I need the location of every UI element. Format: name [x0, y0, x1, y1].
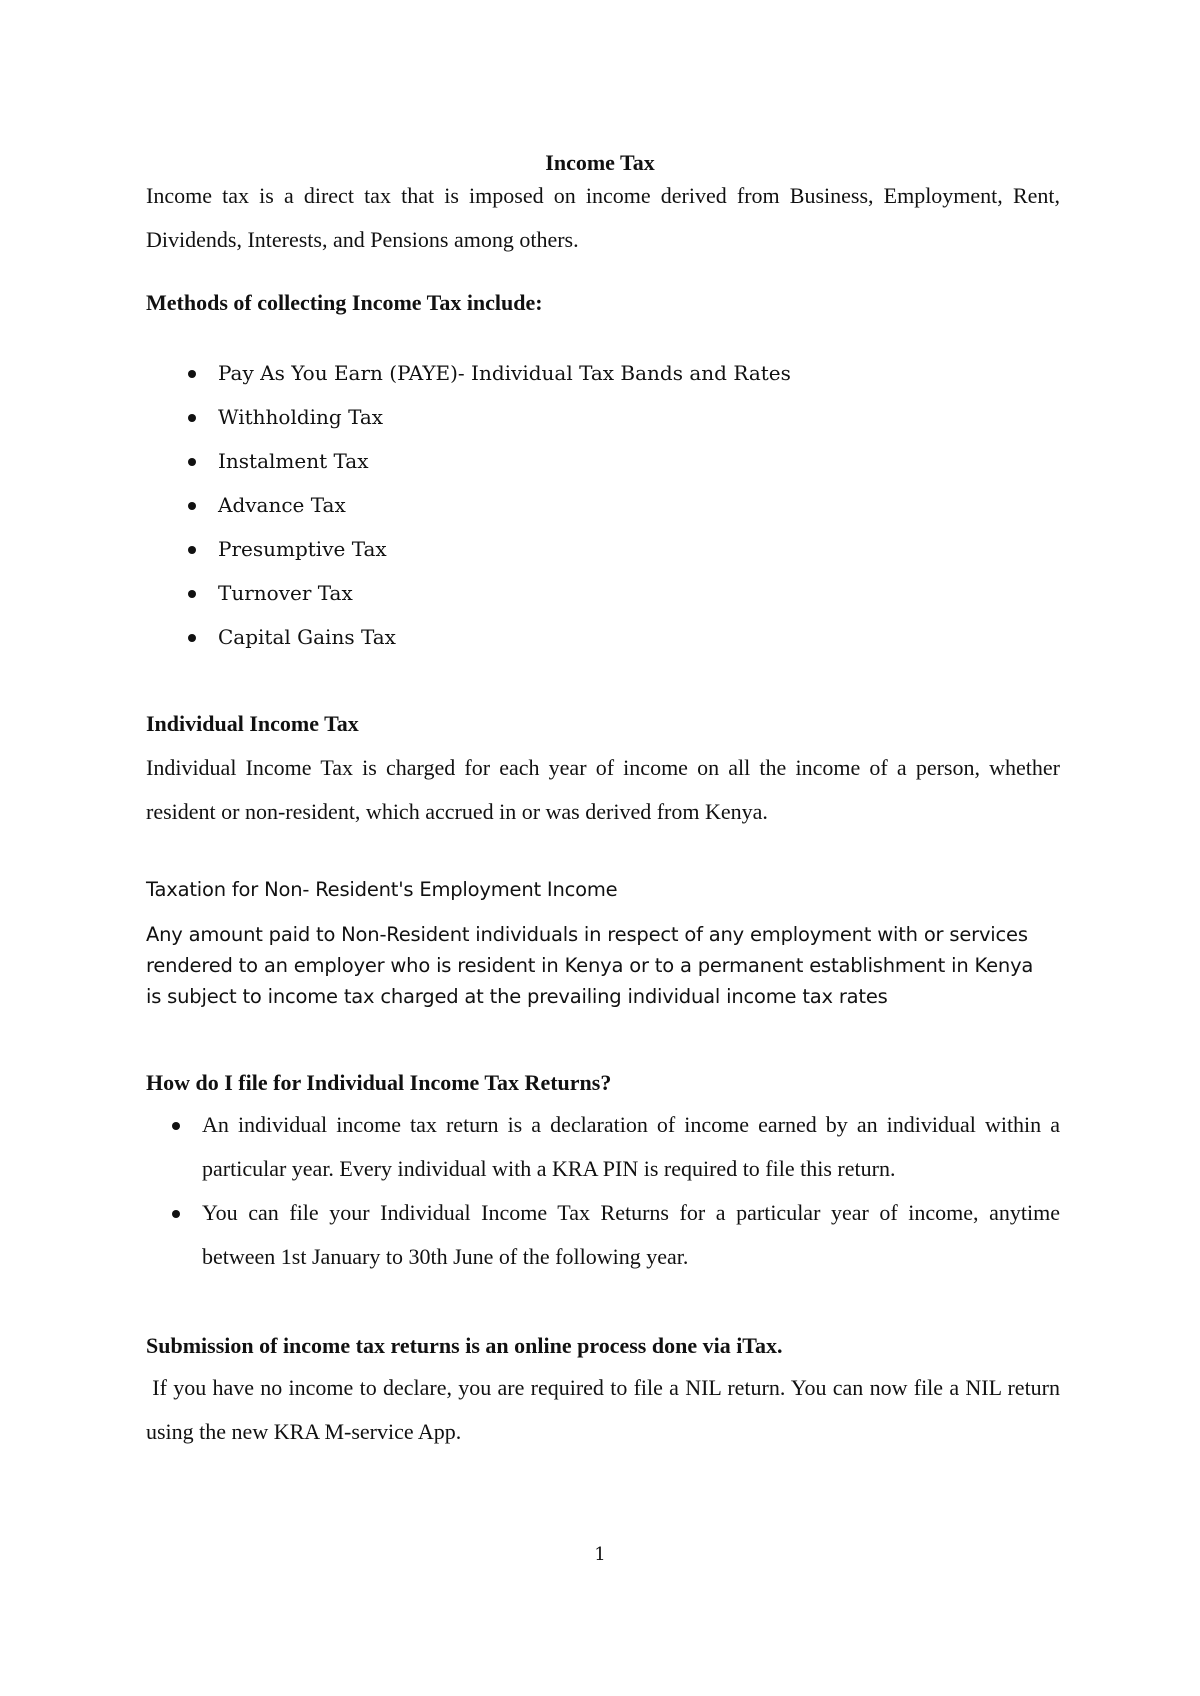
bullet-icon — [188, 458, 196, 466]
list-item: Instalment Tax — [146, 439, 791, 483]
non-resident-line: rendered to an employer who is resident in Kenya or to a permanent establishment in Kenya — [146, 954, 1034, 977]
methods-heading: Methods of collecting Income Tax include: — [146, 290, 543, 315]
non-resident-line: Any amount paid to Non-Resident individuals in respect of any employment with or services — [146, 923, 1028, 946]
individual-heading: Individual Income Tax — [146, 711, 359, 736]
bullet-icon — [172, 1122, 180, 1130]
bullet-icon — [188, 502, 196, 510]
methods-list — [146, 351, 791, 659]
page-number: 1 — [594, 1544, 606, 1565]
page-title: Income Tax — [545, 150, 655, 175]
list-item: Withholding Tax — [146, 395, 791, 439]
list-item: Pay As You Earn (PAYE)- Individual Tax Bands and Rates — [146, 351, 791, 395]
submission-heading: Submission of income tax returns is an online process done via iTax. — [146, 1333, 783, 1358]
filing-heading: How do I file for Individual Income Tax Returns? — [146, 1070, 612, 1095]
list-item: Presumptive Tax — [146, 527, 791, 571]
submission-paragraph: If you have no income to declare, you are required to file a NIL return. You can now file a NIL return using the new KRA M-service App. — [146, 1375, 1066, 1444]
bullet-icon — [188, 414, 196, 422]
list-item: An individual income tax return is a declaration of income earned by an individual within a particular year. Every individual with a KRA PIN is required to file this return. — [146, 1103, 1060, 1191]
intro-paragraph: Income tax is a direct tax that is imposed on income derived from Business, Employment, Rent, Dividends, Interests, and Pensions among others. — [146, 183, 1060, 252]
list-item: You can file your Individual Income Tax Returns for a particular year of income, anytime between 1st January to 30th June of the following year. — [146, 1191, 1060, 1279]
non-resident-heading: Taxation for Non- Resident's Employment Income — [146, 878, 618, 901]
bullet-icon — [188, 590, 196, 598]
bullet-icon — [188, 546, 196, 554]
bullet-icon — [188, 634, 196, 642]
individual-paragraph: Individual Income Tax is charged for each year of income on all the income of a person, whether resident or non-resident, which accrued in or was derived from Kenya. — [146, 755, 1060, 824]
non-resident-line: is subject to income tax charged at the prevailing individual income tax rates — [146, 985, 888, 1008]
list-item: Capital Gains Tax — [146, 615, 791, 659]
bullet-icon — [188, 370, 196, 378]
list-item: Advance Tax — [146, 483, 791, 527]
non-resident-paragraph — [146, 919, 1086, 1012]
filing-list — [146, 1103, 1060, 1279]
list-item: Turnover Tax — [146, 571, 791, 615]
bullet-icon — [172, 1210, 180, 1218]
